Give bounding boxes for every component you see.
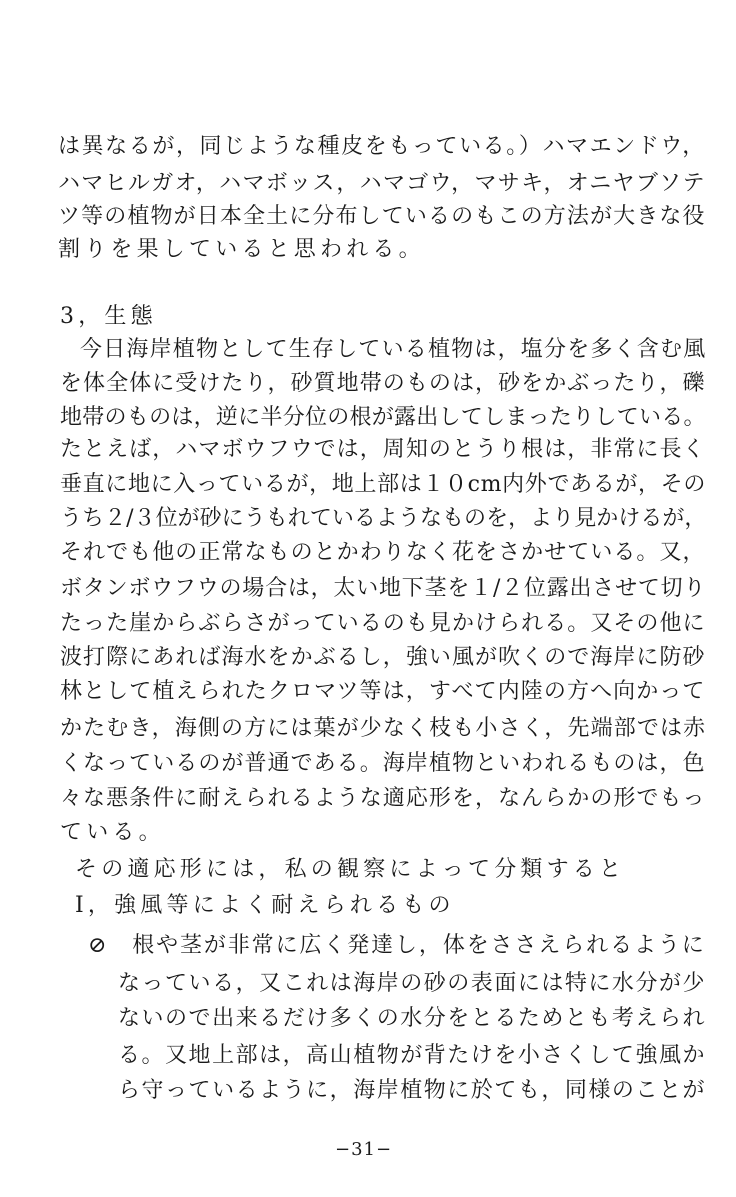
- text-line: それでも他の正常なものとかわりなく花をさかせている。又，: [60, 540, 706, 565]
- page-number: −31−: [335, 1139, 393, 1160]
- text-line: 垂直に地に入っているが，地上部は１０cm内外であるが，その: [60, 472, 706, 497]
- text-line: なっている，又これは海岸の砂の表面には特に水分が少: [118, 971, 707, 996]
- text-line: 地帯のものは，逆に半分位の根が露出してしまったりしている。: [60, 405, 706, 430]
- text-line: 今日海岸植物として生存している植物は，塩分を多く含む風: [80, 337, 707, 362]
- text-line: を体全体に受けたり，砂質地帯のものは，砂をかぶったり，礫: [60, 371, 706, 396]
- item-heading: Ⅰ，強風等によく耐えられるもの: [75, 893, 455, 918]
- text-line: かたむき，海側の方には葉が少なく枝も小さく，先端部では赤: [60, 716, 707, 741]
- text-line: 波打際にあれば海水をかぶるし，強い風が吹くので海岸に防砂: [60, 645, 706, 670]
- text-line: る。又地上部は，高山植物が背たけを小さくして強風か: [118, 1043, 707, 1068]
- text-line: 林として植えられたクロマツ等は，すべて内陸の方へ向かって: [60, 679, 706, 704]
- text-line: は異なるが，同じような種皮をもっている。）ハマエンドウ，: [58, 134, 706, 159]
- text-line: たった崖からぶらさがっているのも見かけられる。又その他に: [60, 611, 706, 636]
- classification-intro: その適応形には，私の観察によって分類すると: [75, 857, 626, 882]
- text-line: ⊘ 根や茎が非常に広く発達し，体をささえられるように: [88, 933, 706, 958]
- section-heading: 3，生態: [60, 304, 157, 329]
- text-line: たとえば，ハマボウフウでは，周知のとうり根は，非常に長く: [60, 437, 706, 462]
- text-line: 割りを果していると思われる。: [58, 237, 425, 262]
- text-line: ないので出来るだけ多くの水分をとるためとも考えられ: [118, 1006, 707, 1031]
- text-line: くなっているのが普通である。海岸植物といわれるものは，色: [60, 751, 706, 776]
- text-line: ている。: [60, 820, 165, 845]
- text-line: ハマヒルガオ，ハマボッス，ハマゴウ，マサキ，オニヤブソテ: [58, 171, 706, 196]
- text-line: うち２/３位が砂にうもれているようなものを，より見かけるが，: [60, 506, 707, 531]
- text-line: ツ等の植物が日本全土に分布しているのもこの方法が大きな役: [58, 204, 706, 229]
- text-line: ら守っているように，海岸植物に於ても，同様のことが: [118, 1078, 707, 1103]
- text-line: ボタンボウフウの場合は，太い地下茎を１/２位露出させて切り: [60, 576, 707, 601]
- text-line: 々な悪条件に耐えられるような適応形を，なんらかの形でもっ: [60, 786, 706, 811]
